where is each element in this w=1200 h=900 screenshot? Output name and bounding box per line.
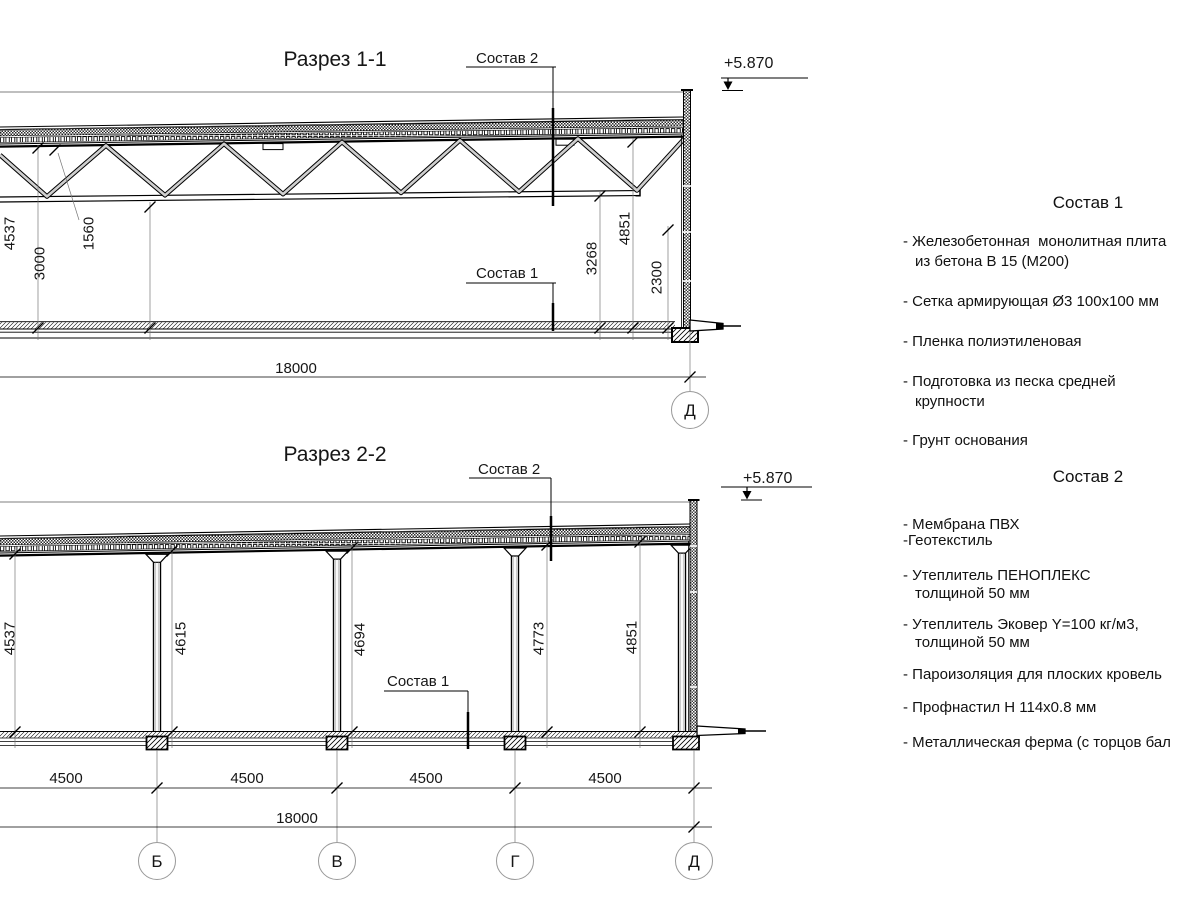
dim-label-3268: 3268 bbox=[583, 241, 601, 276]
dim-label-4500-2: 4500 bbox=[230, 770, 264, 787]
composition-item-line: крупности bbox=[915, 393, 985, 410]
composition-item-line: - Пленка полиэтиленовая bbox=[903, 333, 1082, 350]
composition-item-line: - Утеплитель Эковер Y=100 кг/м3, bbox=[903, 616, 1139, 633]
dim-label-4694: 4694 bbox=[351, 622, 369, 657]
column bbox=[326, 551, 348, 732]
column bbox=[504, 548, 526, 732]
composition-item-line: толщиной 50 мм bbox=[915, 585, 1030, 602]
composition-item-line: - Железобетонная монолитная плита bbox=[903, 233, 1167, 250]
composition1-title: Состав 1 bbox=[1052, 193, 1124, 212]
dim-label-4851: 4851 bbox=[616, 211, 634, 246]
axis-marker-v: В bbox=[331, 852, 343, 871]
section1-sostav1-label: Состав 1 bbox=[476, 265, 539, 282]
column bbox=[146, 554, 168, 732]
section2-title: Разрез 2-2 bbox=[283, 443, 387, 466]
dim-label-4851-2: 4851 bbox=[623, 620, 641, 655]
composition-item-line: - Мембрана ПВХ bbox=[903, 516, 1020, 533]
composition2-title: Состав 2 bbox=[1052, 467, 1124, 486]
composition-item-line: из бетона В 15 (М200) bbox=[915, 253, 1070, 270]
axis-marker-b: Б bbox=[151, 852, 163, 871]
dim-label-4615: 4615 bbox=[172, 621, 190, 656]
composition-item-line: - Грунт основания bbox=[903, 432, 1028, 449]
dim-label-3000: 3000 bbox=[31, 246, 49, 281]
dim-label-1560: 1560 bbox=[80, 216, 98, 251]
section2-elevation-mark: +5.870 bbox=[743, 470, 793, 487]
dim-label-4500-4: 4500 bbox=[588, 770, 622, 787]
composition-item-line: - Пароизоляция для плоских кровель bbox=[903, 666, 1162, 683]
axis-marker-d2: Д bbox=[688, 852, 700, 871]
section1-sostav2-label: Состав 2 bbox=[476, 50, 539, 67]
section1-title: Разрез 1-1 bbox=[283, 48, 387, 71]
composition-item-line: - Утеплитель ПЕНОПЛЕКС bbox=[903, 567, 1091, 584]
section2-sostav2-label: Состав 2 bbox=[478, 461, 541, 478]
composition-item-line: - Профнастил Н 114х0.8 мм bbox=[903, 699, 1097, 716]
composition-item-line: -Геотекстиль bbox=[903, 532, 993, 549]
dim-label-4500-1: 4500 bbox=[49, 770, 83, 787]
composition-item-line: толщиной 50 мм bbox=[915, 634, 1030, 651]
dim-label-4773: 4773 bbox=[530, 621, 548, 656]
composition-item-line: - Подготовка из песка средней bbox=[903, 373, 1116, 390]
composition-item-line: - Сетка армирующая Ø3 100х100 мм bbox=[903, 293, 1159, 310]
axis-marker-g: Г bbox=[510, 852, 520, 871]
section1-elevation-mark: +5.870 bbox=[724, 55, 774, 72]
dim-label-4537: 4537 bbox=[1, 216, 19, 251]
axis-marker-d: Д bbox=[684, 401, 696, 420]
section-1-linework bbox=[0, 67, 808, 429]
dim-label-4537-2: 4537 bbox=[1, 621, 19, 656]
composition-item-line: - Металлическая ферма (с торцов бал bbox=[903, 734, 1171, 751]
section2-sostav1-label: Состав 1 bbox=[387, 673, 450, 690]
dim-label-18000-2: 18000 bbox=[276, 810, 318, 827]
dim-label-4500-3: 4500 bbox=[409, 770, 443, 787]
dim-label-18000: 18000 bbox=[275, 360, 317, 377]
dim-label-2300: 2300 bbox=[648, 260, 666, 295]
